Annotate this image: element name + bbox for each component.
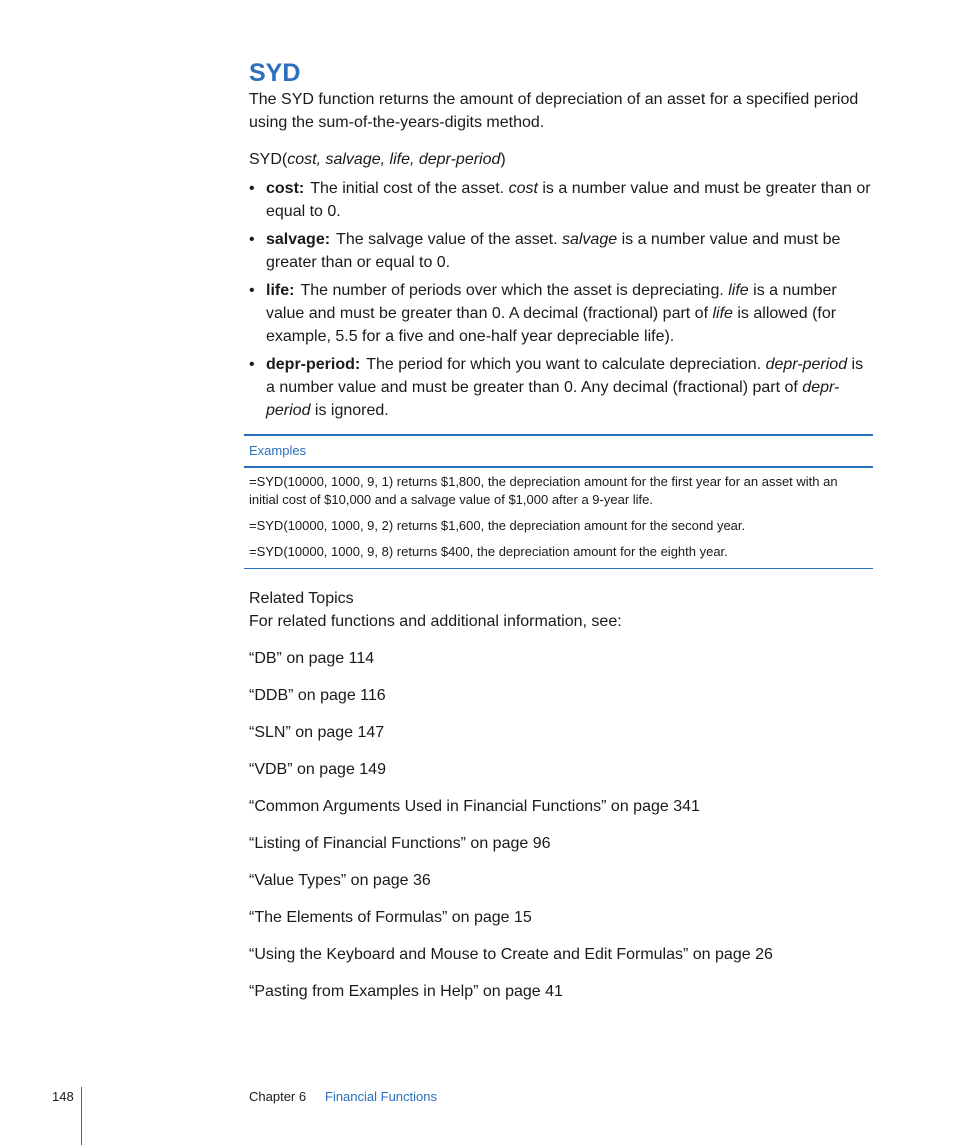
examples-body — [244, 468, 873, 569]
argument-name: depr-period: — [266, 356, 361, 373]
related-topics-intro: For related functions and additional information, see: — [249, 613, 622, 630]
bullet-icon: • — [249, 356, 255, 373]
argument-text: life — [712, 305, 733, 322]
argument-text: is a number value and must be greater than or equal to 0. — [266, 231, 841, 271]
bullet-icon: • — [249, 180, 255, 197]
page-title: SYD — [249, 59, 301, 87]
argument-text: is a number value and must be greater than 0. Any decimal (fractional) part of — [266, 356, 864, 396]
syntax-open-paren: ( — [281, 151, 288, 168]
syntax-close-paren: ) — [500, 151, 506, 168]
related-topics-title: Related Topics — [249, 590, 354, 607]
chapter-label: Chapter 6 — [249, 1089, 307, 1104]
argument-list — [249, 177, 874, 422]
argument-text: cost — [508, 180, 538, 197]
related-link-listing-financial[interactable]: “Listing of Financial Functions” on page 96 — [249, 835, 551, 852]
syntax-params: cost, salvage, life, depr-period — [287, 151, 501, 168]
argument-text: The initial cost of the asset. — [310, 180, 509, 197]
related-link-ddb[interactable]: “DDB” on page 116 — [249, 687, 386, 704]
function-section — [249, 58, 874, 427]
argument-text: The period for which you want to calculate depreciation. — [366, 356, 766, 373]
examples-heading: Examples — [244, 436, 873, 468]
argument-text: The number of periods over which the asset is depreciating. — [300, 282, 729, 299]
example-item: =SYD(10000, 1000, 9, 2) returns $1,600, the depreciation amount for the second year. — [249, 518, 746, 533]
related-link-common-arguments[interactable]: “Common Arguments Used in Financial Functions” on page 341 — [249, 798, 700, 815]
related-link-value-types[interactable]: “Value Types” on page 36 — [249, 872, 431, 889]
footer-divider — [81, 1087, 82, 1145]
argument-name: salvage: — [266, 231, 331, 248]
argument-name: cost: — [266, 180, 305, 197]
argument-item — [249, 177, 874, 223]
related-link-pasting-examples[interactable]: “Pasting from Examples in Help” on page 41 — [249, 983, 563, 1000]
bullet-icon: • — [249, 282, 255, 299]
argument-text: is a number value and must be greater than or equal to 0. — [266, 180, 871, 220]
function-description: The SYD function returns the amount of depreciation of an asset for a specified period using the sum-of-the-years-digits method. — [249, 91, 859, 131]
argument-item — [249, 228, 874, 274]
related-link-sln[interactable]: “SLN” on page 147 — [249, 724, 385, 741]
example-item: =SYD(10000, 1000, 9, 8) returns $400, the depreciation amount for the eighth year. — [249, 544, 728, 559]
argument-text: is ignored. — [310, 402, 389, 419]
examples-box — [244, 434, 873, 569]
argument-text: The salvage value of the asset. — [336, 231, 562, 248]
related-link-keyboard-mouse[interactable]: “Using the Keyboard and Mouse to Create and Edit Formulas” on page 26 — [249, 946, 773, 963]
bullet-icon: • — [249, 231, 255, 248]
argument-text: is a number value and must be greater than 0. A decimal (fractional) part of — [266, 282, 837, 322]
argument-text: depr-period — [266, 379, 840, 419]
syntax-function-name: SYD — [249, 151, 282, 168]
page-number: 148 — [52, 1089, 74, 1104]
related-link-vdb[interactable]: “VDB” on page 149 — [249, 761, 386, 778]
argument-text: depr-period — [765, 356, 848, 373]
related-topics — [249, 587, 874, 1017]
argument-name: life: — [266, 282, 295, 299]
argument-text: life — [728, 282, 749, 299]
argument-text: is allowed (for example, 5.5 for a five and one-half year depreciable life). — [266, 305, 837, 345]
example-item: =SYD(10000, 1000, 9, 1) returns $1,800, the depreciation amount for the first year for an asset with an initial cost of $10,000 and a salvage value of $1,000 after a 9-year life. — [249, 474, 838, 507]
related-link-db[interactable]: “DB” on page 114 — [249, 650, 375, 667]
chapter-name: Financial Functions — [325, 1089, 437, 1104]
argument-item — [249, 279, 874, 348]
related-link-elements-of-formulas[interactable]: “The Elements of Formulas” on page 15 — [249, 909, 532, 926]
argument-item — [249, 353, 874, 422]
argument-text: salvage — [561, 231, 618, 248]
function-syntax — [249, 148, 874, 171]
